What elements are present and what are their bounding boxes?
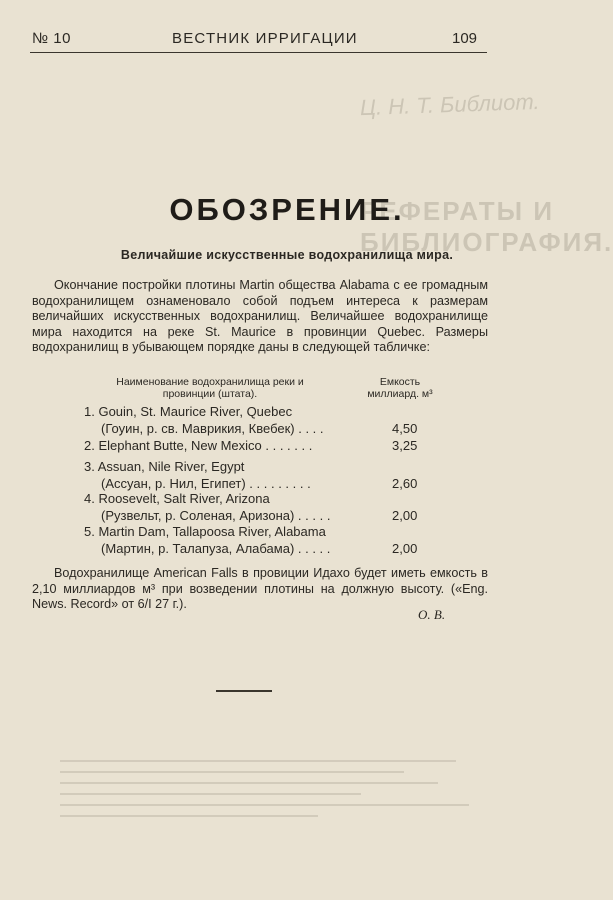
author-initials: О. В. [418,607,446,622]
capacity-value: 3,25 [392,438,418,453]
reservoir-name-ru: (Мартин, р. Талапуза, Алабама) . . . . . [101,540,331,556]
reservoir-name: 5. Martin Dam, Tallapoosa River, Alabama [84,524,326,539]
reservoir-name: 2. Elephant Butte, New Mexico . . . . . . . [84,438,313,453]
closing-paragraph: Водохранилище American Falls в провиции Идахо будет иметь емкость в 2,10 миллиардов м³ при возведении плотины на должную высоту. («Eng. News. Record» от 6/I 27 г.). [32,566,488,611]
table-row [84,459,311,492]
table-row [84,404,324,437]
table-row [84,438,312,455]
reservoir-name-ru: (Рузвельт, р. Соленая, Аризона) . . . . . [101,507,331,523]
table-header-name: Наименование водохранилища реки и провинции (штата). [116,376,304,400]
page-number: 109 [452,30,478,47]
intro-paragraph: Окончание постройки плотины Martin общества Alabama с ее громадным водохранилищем ознаменовало собой подъем интереса к размерам величайших искусственных водохранилищ. Величайшее водохранилище мира находится на реке St. Maurice в провинции Quebec. Размеры водохранилищ в убывающем порядке даны в следующей табличке: [32,278,488,354]
reservoir-name: 1. Gouin, St. Maurice River, Quebec [84,404,293,419]
table-row [84,491,330,524]
journal-title: ВЕСТНИК ИРРИГАЦИИ [172,30,358,47]
capacity-value: 2,00 [392,508,418,523]
issue-number: № 10 [32,30,71,47]
section-divider [216,690,272,692]
reservoir-name-ru: (Ассуан, р. Нил, Египет) . . . . . . . . . [101,475,311,491]
capacity-value: 2,60 [392,476,418,491]
faded-stamp: Ц. Н. Т. Библиот. [359,88,540,121]
table-header-capacity: Емкость миллиард. м³ [367,376,433,400]
capacity-value: 4,50 [392,421,418,436]
reservoir-name: 3. Assuan, Nile River, Egypt [84,459,245,474]
table-row [84,524,330,557]
section-title: ОБОЗРЕНИЕ. [169,192,405,227]
header-rule [30,52,487,53]
reservoir-name-ru: (Гоуин, р. св. Маврикия, Квебек) . . . . [101,420,324,436]
bleed-through-lines [60,760,490,880]
bleed-through-heading: РЕФЕРАТЫ И БИБЛИОГРАФИЯ. [360,196,613,257]
article-subtitle: Величайшие искусственные водохранилища мира. [120,248,454,262]
reservoir-name: 4. Roosevelt, Salt River, Arizona [84,491,270,506]
capacity-value: 2,00 [392,541,418,556]
